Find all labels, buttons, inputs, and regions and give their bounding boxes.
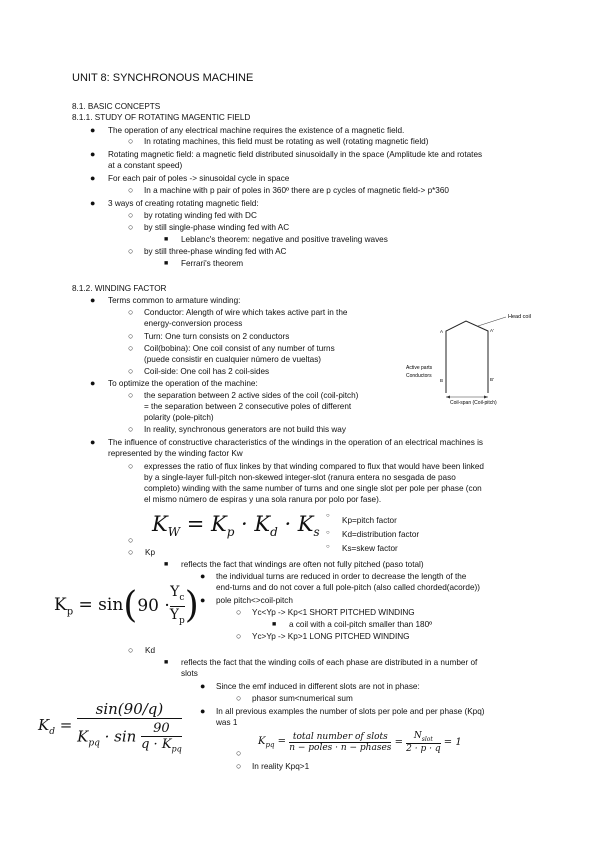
square-bullet-icon: ■ [164,659,169,666]
list-item: pole pitch<>coil-pitch [216,596,293,605]
kp-label: Kp [145,548,156,557]
list-item-cont: = the separation between 2 consecutive poles of different [144,402,352,411]
bullet-icon: ● [90,173,96,183]
list-item: For each pair of poles -> sinusoidal cycle in space [108,174,290,183]
circle-bullet-icon: ○ [236,631,242,641]
heading-8-1-1: 8.1.1. STUDY OF ROTATING MAGENTIC FIELD [72,113,251,122]
bullet-icon: ● [90,295,96,305]
list-item: the separation between 2 active sides of the coil (coil-pitch) [144,391,359,400]
legend-kp: Kp=pitch factor [342,516,397,525]
page-title: UNIT 8: SYNCHRONOUS MACHINE [72,72,254,84]
circle-bullet-icon: ○ [128,424,134,434]
circle-bullet-icon: ○ [128,307,134,317]
list-item: Leblanc's theorem: negative and positive traveling waves [181,235,388,244]
circle-bullet-icon: ○ [128,390,134,400]
bullet-icon: ● [90,125,96,135]
active-parts-label: Active parts [406,365,433,371]
arrow-left-icon [446,396,450,399]
coil-shape [446,321,488,393]
circle-bullet-icon: ○ [128,645,134,655]
list-item: reflects the fact that windings are often not fully pitched (paso total) [181,560,424,569]
bullet-icon: ○ [326,530,330,536]
circle-bullet-icon: ○ [128,547,134,557]
list-item: In rotating machines, this field must be rotating as well (rotating magnetic field) [144,137,429,146]
list-item: a coil with a coil-pitch smaller than 180º [289,620,433,629]
list-item-cont: represented by the winding factor Kw [108,449,243,458]
circle-bullet-icon: ○ [236,607,242,617]
coil-point-b: B [440,378,444,383]
list-item: In reality Kpq>1 [252,762,310,771]
list-item: In all previous examples the number of slots per pole and per phase (Kpq) [216,707,485,716]
list-item: Yc>Yp -> Kp>1 LONG PITCHED WINDING [252,632,410,641]
list-item-cont: completo) winding with the same number of turns and one single slot per pole per phase (con [144,484,482,493]
circle-bullet-icon: ○ [128,222,134,232]
list-item: Since the emf induced in different slots are not in phase: [216,682,420,691]
bullet-icon: ● [90,198,96,208]
bullet-icon: ○ [326,513,330,519]
list-item: Rotating magnetic field: a magnetic field distributed sinusoidally in the space (Amplitude kte and rotates [108,150,483,159]
list-item: by still three-phase winding fed with AC [144,247,287,256]
circle-bullet-icon: ○ [128,535,134,545]
list-item: In a machine with p pair of poles in 360º there are p cycles of magnetic field-> p*360 [144,186,449,195]
list-item-cont: (puede consistir en cualquier número de vueltas) [144,355,322,364]
list-item-cont: slots [181,669,198,678]
circle-bullet-icon: ○ [236,693,242,703]
circle-bullet-icon: ○ [236,748,242,758]
bullet-icon: ● [90,149,96,159]
circle-bullet-icon: ○ [128,461,134,471]
list-item: The operation of any electrical machine requires the existence of a magnetic field. [108,126,405,135]
kw-formula: $K_W = K_p \cdot K_d \cdot K_s$ [152,512,320,540]
list-item: phasor sum<numerical sum [252,694,353,703]
bullet-icon: ● [90,437,96,447]
kp-formula: $K_p = \sin(90$ · $\frac{Y_c}{Y_p}$ ) [54,584,199,627]
kd-formula: $K_d$ = sin(90/q) $K_{pq} \cdot \sin$ 90 $q \cdot K_{pq}$ [38,700,182,754]
list-item: expresses the ratio of flux linkes by that winding compared to flux that would have been linked [144,462,484,471]
list-item: Terms common to armature winding: [108,296,241,305]
list-item-cont: polarity (pole-pitch) [144,413,214,422]
coil-span-label: Coil-span (Coil-pitch) [450,400,497,405]
list-item-cont: was 1 [216,718,238,727]
legend-ks: Ks=skew factor [342,544,398,553]
circle-bullet-icon: ○ [128,185,134,195]
list-item: 3 ways of creating rotating magnetic field: [108,199,259,208]
circle-bullet-icon: ○ [236,761,242,771]
bullet-icon: ● [90,378,96,388]
circle-bullet-icon: ○ [128,210,134,220]
list-item-cont: at a constant speed) [108,161,183,170]
coil-point-a-prime: A' [490,328,494,333]
bullet-icon: ● [200,706,206,716]
coil-point-a: A [440,329,444,334]
list-item: In reality, synchronous generators are not build this way [144,425,346,434]
list-item: Turn: One turn consists on 2 conductors [144,332,290,341]
bullet-icon: ● [200,571,206,581]
arrow-right-icon [484,396,488,399]
list-item: Coil(bobina): One coil consist of any number of turns [144,344,335,353]
list-item: by rotating winding fed with DC [144,211,257,220]
coil-point-b-prime: B' [490,377,494,382]
conductors-label: Conductors [406,373,432,379]
list-item: reflects the fact that the winding coils of each phase are distributed in a number of [181,658,478,667]
list-item: Yc<Yp -> Kp<1 SHORT PITCHED WINDING [252,608,415,617]
list-item: by still single-phase winding fed with AC [144,223,290,232]
head-coil-pointer [478,317,506,326]
coil-diagram [398,305,548,405]
square-bullet-icon: ■ [164,561,169,568]
head-coil-label: Head coil [508,314,531,320]
bullet-icon: ● [200,681,206,691]
heading-8-1-2: 8.1.2. WINDING FACTOR [72,284,167,293]
circle-bullet-icon: ○ [128,246,134,256]
list-item: the individual turns are reduced in order to decrease the length of the [216,572,467,581]
bullet-icon: ● [200,595,206,605]
list-item-cont: energy-conversion process [144,319,243,328]
square-bullet-icon: ■ [164,260,169,267]
circle-bullet-icon: ○ [128,331,134,341]
kd-label: Kd [145,646,156,655]
list-item-cont: el mismo número de espiras y una sola ranura por polo por fase). [144,495,382,504]
list-item-cont: by a single-layer full-pitch non-skewed integer-slot (ranura entera no sesgada de paso [144,473,456,482]
square-bullet-icon: ■ [164,236,169,243]
circle-bullet-icon: ○ [128,366,134,376]
list-item: The influence of constructive characteristics of the windings in the operation of an electrical machines is [108,438,483,447]
circle-bullet-icon: ○ [128,343,134,353]
circle-bullet-icon: ○ [128,136,134,146]
list-item-cont: end-turns and do not cover a full pole-pitch (also called chorded(acorde)) [216,583,480,592]
square-bullet-icon: ■ [272,621,277,628]
list-item: Conductor: Alength of wire which takes active part in the [144,308,348,317]
list-item: Ferrari's theorem [181,259,244,268]
kpq-formula: $K_{pq}$ = total number of slots n − poles · n − phases = $N_{slot}$ 2 · p · q = 1 [258,731,462,754]
list-item: Coil-side: One coil has 2 coil-sides [144,367,270,376]
list-item: To optimize the operation of the machine: [108,379,258,388]
bullet-icon: ○ [326,544,330,550]
heading-8-1: 8.1. BASIC CONCEPTS [72,102,161,111]
legend-kd: Kd=distribution factor [342,530,420,539]
